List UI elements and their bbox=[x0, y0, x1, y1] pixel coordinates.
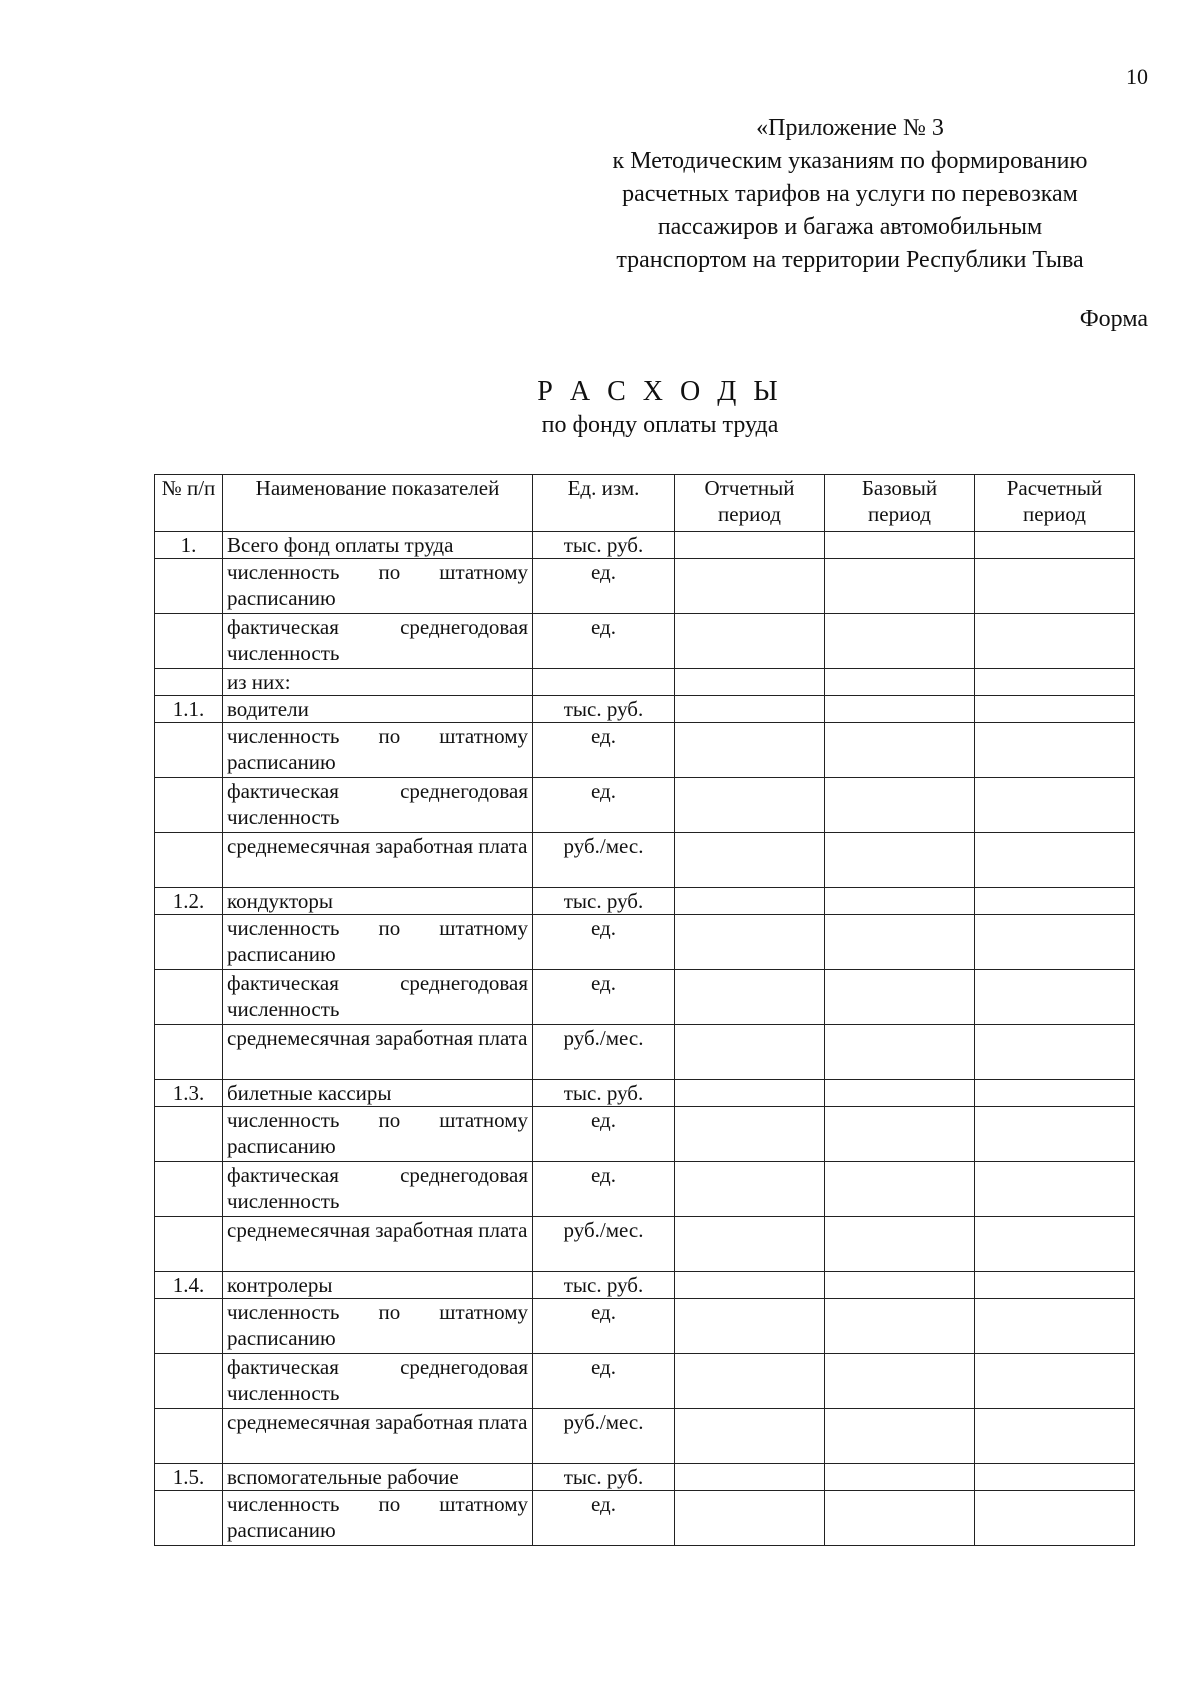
reporting-period-cell bbox=[675, 696, 825, 723]
reporting-period-cell bbox=[675, 1080, 825, 1107]
unit-cell: ед. bbox=[533, 1354, 675, 1409]
row-number-cell bbox=[155, 559, 223, 614]
base-period-cell bbox=[825, 559, 975, 614]
indicator-name-cell: среднемесячная заработная плата bbox=[223, 1217, 533, 1272]
table-body bbox=[155, 532, 1135, 1546]
unit-cell: тыс. руб. bbox=[533, 888, 675, 915]
base-period-cell bbox=[825, 723, 975, 778]
reporting-period-cell bbox=[675, 1162, 825, 1217]
reporting-period-cell bbox=[675, 1272, 825, 1299]
indicator-name-cell: билетные кассиры bbox=[223, 1080, 533, 1107]
row-number-cell bbox=[155, 669, 223, 696]
reporting-period-cell bbox=[675, 669, 825, 696]
indicator-name-cell: Всего фонд оплаты труда bbox=[223, 532, 533, 559]
calculated-period-cell bbox=[975, 532, 1135, 559]
table-row bbox=[155, 833, 1135, 888]
reporting-period-cell bbox=[675, 614, 825, 669]
annex-heading bbox=[540, 112, 1160, 277]
calculated-period-cell bbox=[975, 614, 1135, 669]
table-row bbox=[155, 778, 1135, 833]
indicator-name-cell: численность по штатному расписанию bbox=[223, 1107, 533, 1162]
row-number-cell bbox=[155, 1025, 223, 1080]
calculated-period-cell bbox=[975, 1409, 1135, 1464]
base-period-cell bbox=[825, 1025, 975, 1080]
base-period-cell bbox=[825, 915, 975, 970]
row-number-cell bbox=[155, 614, 223, 669]
row-number-cell: 1.5. bbox=[155, 1464, 223, 1491]
indicator-name-cell: численность по штатному расписанию bbox=[223, 1299, 533, 1354]
row-number-cell: 1. bbox=[155, 532, 223, 559]
calculated-period-cell bbox=[975, 669, 1135, 696]
unit-cell: ед. bbox=[533, 614, 675, 669]
base-period-cell bbox=[825, 1162, 975, 1217]
indicator-name-cell: среднемесячная заработная плата bbox=[223, 1025, 533, 1080]
calculated-period-cell bbox=[975, 1464, 1135, 1491]
indicator-name-cell: кондукторы bbox=[223, 888, 533, 915]
annex-line: расчетных тарифов на услуги по перевозкам bbox=[622, 181, 1078, 207]
indicator-name-cell: фактическая среднегодовая численность bbox=[223, 1354, 533, 1409]
header-number: № п/п bbox=[155, 475, 223, 532]
reporting-period-cell bbox=[675, 833, 825, 888]
calculated-period-cell bbox=[975, 696, 1135, 723]
reporting-period-cell bbox=[675, 915, 825, 970]
row-number-cell: 1.1. bbox=[155, 696, 223, 723]
annex-line: транспортом на территории Республики Тыва bbox=[616, 247, 1084, 273]
row-number-cell bbox=[155, 1107, 223, 1162]
indicator-name-cell: фактическая среднегодовая численность bbox=[223, 1162, 533, 1217]
table-row bbox=[155, 532, 1135, 559]
calculated-period-cell bbox=[975, 1162, 1135, 1217]
calculated-period-cell bbox=[975, 888, 1135, 915]
row-number-cell bbox=[155, 833, 223, 888]
row-number-cell bbox=[155, 1354, 223, 1409]
indicator-name-cell: водители bbox=[223, 696, 533, 723]
table-row bbox=[155, 1080, 1135, 1107]
reporting-period-cell bbox=[675, 1107, 825, 1162]
indicator-name-cell: среднемесячная заработная плата bbox=[223, 833, 533, 888]
reporting-period-cell bbox=[675, 1464, 825, 1491]
table-row bbox=[155, 723, 1135, 778]
unit-cell: тыс. руб. bbox=[533, 1464, 675, 1491]
unit-cell: руб./мес. bbox=[533, 833, 675, 888]
reporting-period-cell bbox=[675, 778, 825, 833]
calculated-period-cell bbox=[975, 1080, 1135, 1107]
table-row bbox=[155, 614, 1135, 669]
indicator-name-cell: из них: bbox=[223, 669, 533, 696]
unit-cell: ед. bbox=[533, 915, 675, 970]
reporting-period-cell bbox=[675, 888, 825, 915]
unit-cell: ед. bbox=[533, 559, 675, 614]
base-period-cell bbox=[825, 1272, 975, 1299]
calculated-period-cell bbox=[975, 1107, 1135, 1162]
annex-line: к Методическим указаниям по формированию bbox=[612, 148, 1088, 174]
unit-cell: тыс. руб. bbox=[533, 1080, 675, 1107]
expenses-table bbox=[154, 474, 1135, 1546]
table-row bbox=[155, 669, 1135, 696]
row-number-cell bbox=[155, 778, 223, 833]
base-period-cell bbox=[825, 1354, 975, 1409]
unit-cell bbox=[533, 669, 675, 696]
row-number-cell bbox=[155, 970, 223, 1025]
calculated-period-cell bbox=[975, 970, 1135, 1025]
indicator-name-cell: фактическая среднегодовая численность bbox=[223, 614, 533, 669]
header-unit: Ед. изм. bbox=[533, 475, 675, 532]
base-period-cell bbox=[825, 1217, 975, 1272]
table-row bbox=[155, 1354, 1135, 1409]
unit-cell: тыс. руб. bbox=[533, 532, 675, 559]
header-calculated-period: Расчетный период bbox=[975, 475, 1135, 532]
base-period-cell bbox=[825, 833, 975, 888]
table-row bbox=[155, 559, 1135, 614]
calculated-period-cell bbox=[975, 1354, 1135, 1409]
base-period-cell bbox=[825, 1409, 975, 1464]
table-row bbox=[155, 1217, 1135, 1272]
base-period-cell bbox=[825, 532, 975, 559]
row-number-cell bbox=[155, 915, 223, 970]
row-number-cell bbox=[155, 1409, 223, 1464]
document-title: Р А С Х О Д Ы bbox=[537, 376, 783, 407]
page-number: 10 bbox=[1126, 64, 1148, 89]
row-number-cell bbox=[155, 1491, 223, 1546]
row-number-cell bbox=[155, 1299, 223, 1354]
indicator-name-cell: фактическая среднегодовая численность bbox=[223, 970, 533, 1025]
table-row bbox=[155, 915, 1135, 970]
base-period-cell bbox=[825, 1107, 975, 1162]
unit-cell: руб./мес. bbox=[533, 1025, 675, 1080]
unit-cell: ед. bbox=[533, 1299, 675, 1354]
base-period-cell bbox=[825, 669, 975, 696]
indicator-name-cell: численность по штатному расписанию bbox=[223, 915, 533, 970]
unit-cell: ед. bbox=[533, 1491, 675, 1546]
table-row bbox=[155, 1464, 1135, 1491]
base-period-cell bbox=[825, 1491, 975, 1546]
reporting-period-cell bbox=[675, 1217, 825, 1272]
annex-line: «Приложение № 3 bbox=[756, 115, 944, 141]
reporting-period-cell bbox=[675, 970, 825, 1025]
unit-cell: ед. bbox=[533, 1162, 675, 1217]
indicator-name-cell: фактическая среднегодовая численность bbox=[223, 778, 533, 833]
form-label: Форма bbox=[1079, 306, 1148, 332]
table-row bbox=[155, 1299, 1135, 1354]
unit-cell: ед. bbox=[533, 1107, 675, 1162]
row-number-cell: 1.4. bbox=[155, 1272, 223, 1299]
table-row bbox=[155, 1409, 1135, 1464]
base-period-cell bbox=[825, 888, 975, 915]
reporting-period-cell bbox=[675, 532, 825, 559]
row-number-cell: 1.2. bbox=[155, 888, 223, 915]
row-number-cell bbox=[155, 1217, 223, 1272]
reporting-period-cell bbox=[675, 559, 825, 614]
header-reporting-period: Отчетный период bbox=[675, 475, 825, 532]
row-number-cell: 1.3. bbox=[155, 1080, 223, 1107]
reporting-period-cell bbox=[675, 1491, 825, 1546]
calculated-period-cell bbox=[975, 1299, 1135, 1354]
indicator-name-cell: численность по штатному расписанию bbox=[223, 559, 533, 614]
unit-cell: тыс. руб. bbox=[533, 696, 675, 723]
table-header-row bbox=[155, 475, 1135, 532]
calculated-period-cell bbox=[975, 559, 1135, 614]
unit-cell: руб./мес. bbox=[533, 1409, 675, 1464]
table-row bbox=[155, 1107, 1135, 1162]
unit-cell: тыс. руб. bbox=[533, 1272, 675, 1299]
calculated-period-cell bbox=[975, 833, 1135, 888]
reporting-period-cell bbox=[675, 1025, 825, 1080]
calculated-period-cell bbox=[975, 778, 1135, 833]
table-row bbox=[155, 1272, 1135, 1299]
row-number-cell bbox=[155, 723, 223, 778]
header-indicator-name: Наименование показателей bbox=[223, 475, 533, 532]
base-period-cell bbox=[825, 696, 975, 723]
calculated-period-cell bbox=[975, 723, 1135, 778]
table-row bbox=[155, 1491, 1135, 1546]
base-period-cell bbox=[825, 1464, 975, 1491]
row-number-cell bbox=[155, 1162, 223, 1217]
document-subtitle: по фонду оплаты труда bbox=[541, 412, 779, 438]
indicator-name-cell: численность по штатному расписанию bbox=[223, 1491, 533, 1546]
base-period-cell bbox=[825, 1080, 975, 1107]
reporting-period-cell bbox=[675, 1409, 825, 1464]
unit-cell: ед. bbox=[533, 970, 675, 1025]
unit-cell: ед. bbox=[533, 778, 675, 833]
reporting-period-cell bbox=[675, 1354, 825, 1409]
table-row bbox=[155, 1162, 1135, 1217]
calculated-period-cell bbox=[975, 915, 1135, 970]
header-base-period: Базовый период bbox=[825, 475, 975, 532]
annex-line: пассажиров и багажа автомобильным bbox=[657, 214, 1043, 240]
base-period-cell bbox=[825, 614, 975, 669]
calculated-period-cell bbox=[975, 1491, 1135, 1546]
table-row bbox=[155, 696, 1135, 723]
base-period-cell bbox=[825, 970, 975, 1025]
indicator-name-cell: контролеры bbox=[223, 1272, 533, 1299]
indicator-name-cell: вспомогательные рабочие bbox=[223, 1464, 533, 1491]
base-period-cell bbox=[825, 1299, 975, 1354]
unit-cell: ед. bbox=[533, 723, 675, 778]
indicator-name-cell: среднемесячная заработная плата bbox=[223, 1409, 533, 1464]
calculated-period-cell bbox=[975, 1272, 1135, 1299]
base-period-cell bbox=[825, 778, 975, 833]
reporting-period-cell bbox=[675, 723, 825, 778]
table-row bbox=[155, 1025, 1135, 1080]
table-row bbox=[155, 970, 1135, 1025]
calculated-period-cell bbox=[975, 1217, 1135, 1272]
calculated-period-cell bbox=[975, 1025, 1135, 1080]
indicator-name-cell: численность по штатному расписанию bbox=[223, 723, 533, 778]
unit-cell: руб./мес. bbox=[533, 1217, 675, 1272]
reporting-period-cell bbox=[675, 1299, 825, 1354]
table-row bbox=[155, 888, 1135, 915]
